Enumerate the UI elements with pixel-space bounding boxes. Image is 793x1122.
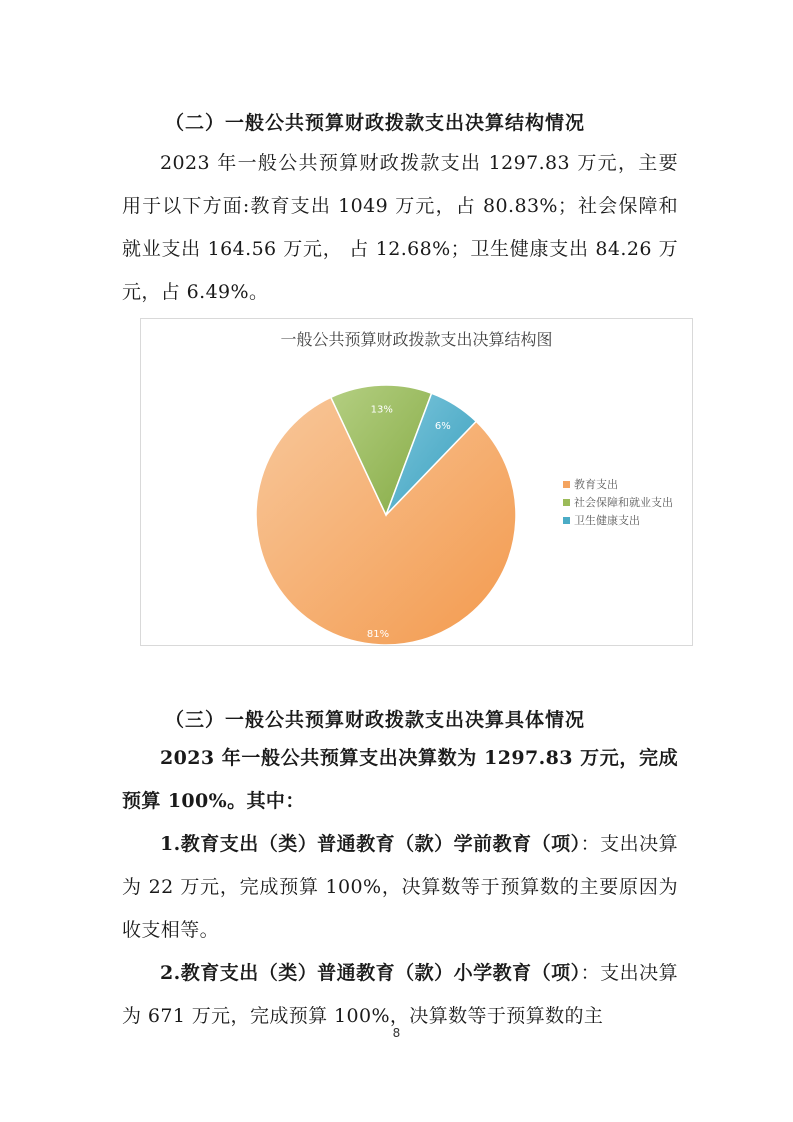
legend-swatch <box>563 499 570 506</box>
legend-swatch <box>563 481 570 488</box>
item1-body: ：支出决算为 22 万元，完成预算 100%，决算数等于预算数的主要原因为收支相等。 <box>122 833 678 941</box>
section2-paragraph: 2023 年一般公共预算财政拨款支出 1297.83 万元，主要用于以下方面:教育支出 1049 万元，占 80.83%；社会保障和就业支出 164.56 万元， 占 12.68%；卫生健康支出 84.26 万元，占 6.49%。 <box>122 152 678 303</box>
item2-body: ：支出决算为 671 万元，完成预算 100%，决算数等于预算数的主 <box>122 962 678 1027</box>
item1-title: 1.教育支出（类）普通教育（款）学前教育（项） <box>160 833 581 855</box>
pie-data-label: 6% <box>434 420 451 432</box>
pie-data-label: 81% <box>366 629 390 640</box>
item1-paragraph <box>122 823 678 952</box>
legend-item <box>563 475 673 493</box>
section2-heading: （二）一般公共预算财政拨款支出决算结构情况 <box>165 112 586 134</box>
pie-chart <box>140 318 693 646</box>
legend-label: 社会保障和就业支出 <box>574 496 673 509</box>
legend-label: 卫生健康支出 <box>574 514 640 527</box>
section3-heading: （三）一般公共预算财政拨款支出决算具体情况 <box>165 709 586 731</box>
page-number: 8 <box>392 1026 401 1040</box>
legend-label: 教育支出 <box>574 478 618 491</box>
section3-summary: 2023 年一般公共预算支出决算数为 1297.83 万元，完成预算 100%。其中： <box>122 747 678 812</box>
item2-title: 2.教育支出（类）普通教育（款）小学教育（项） <box>160 962 581 984</box>
legend-swatch <box>563 517 570 524</box>
chart-title: 一般公共预算财政拨款支出决算结构图 <box>280 330 553 349</box>
pie-data-label: 13% <box>370 404 393 416</box>
chart-legend <box>563 475 673 529</box>
legend-item <box>563 511 673 529</box>
legend-item <box>563 493 673 511</box>
